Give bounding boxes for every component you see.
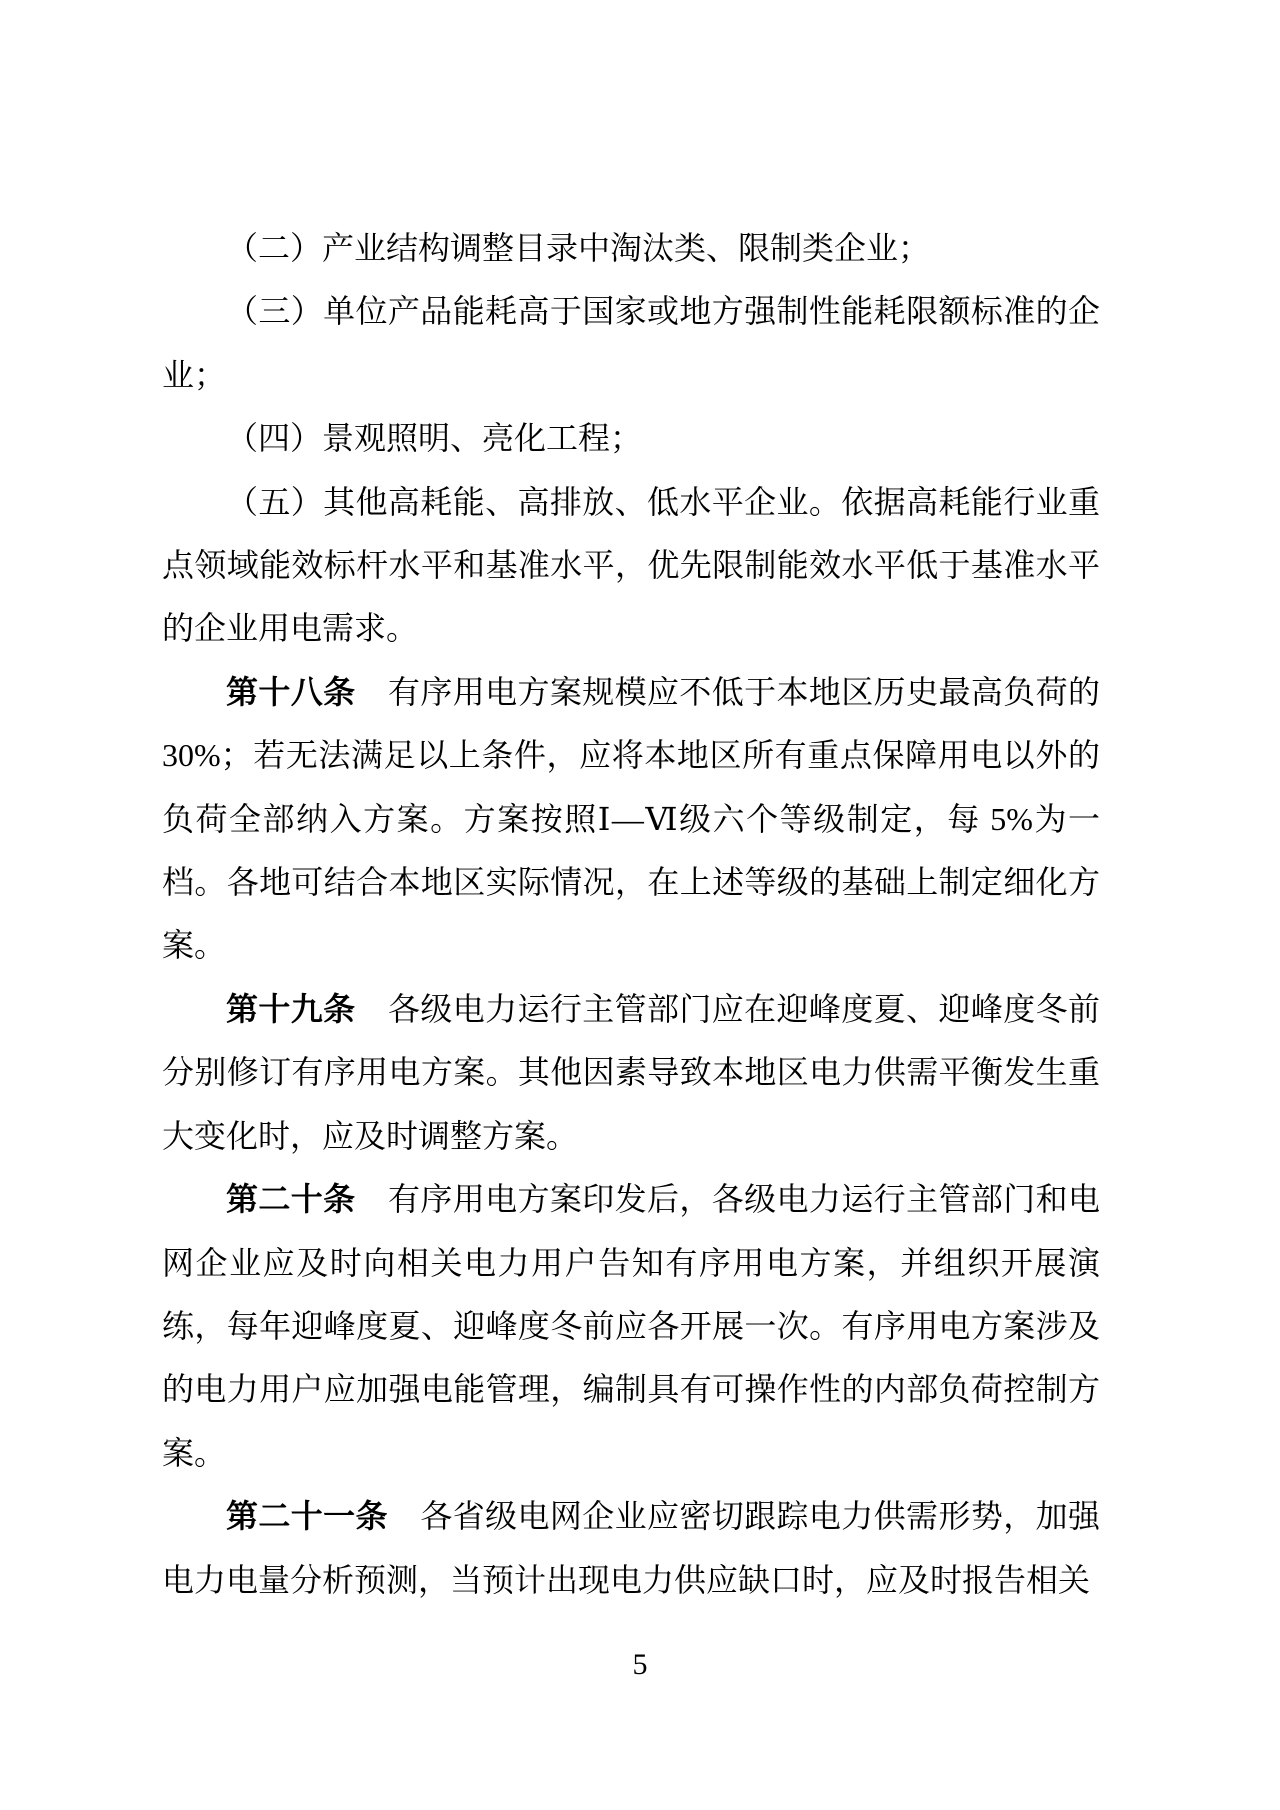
paragraph (162, 471, 1100, 661)
article-heading: 第二十一条 (226, 1498, 388, 1535)
paragraph-text: （三）单位产品能耗高于国家或地方强制性能耗限额标准的企业； (162, 293, 1100, 393)
paragraph (162, 978, 1100, 1168)
paragraph-text: （四）景观照明、亮化工程； (226, 420, 643, 457)
paragraph (162, 661, 1100, 978)
article-heading: 第十八条 (226, 673, 356, 710)
paragraph-text: 有序用电方案印发后，各级电力运行主管部门和电网企业应及时向相关电力用户告知有序用电方案，并组织开展演练，每年迎峰度夏、迎峰度冬前应各开展一次。有序用电方案涉及的电力用户应加强电能管理，编制具有可操作性的内部负荷控制方案。 (162, 1181, 1100, 1471)
paragraph-text: （五）其他高耗能、高排放、低水平企业。依据高耗能行业重点领域能效标杆水平和基准水平，优先限制能效水平低于基准水平的企业用电需求。 (162, 483, 1100, 647)
paragraph-text: 有序用电方案规模应不低于本地区历史最高负荷的30%；若无法满足以上条件，应将本地区所有重点保障用电以外的负荷全部纳入方案。方案按照Ⅰ—Ⅵ级六个等级制定，每 5%为一档。各地可结合本地区实际情况，在上述等级的基础上制定细化方案。 (162, 673, 1100, 964)
paragraph (162, 280, 1100, 407)
paragraph (162, 217, 1100, 280)
paragraph (162, 1485, 1100, 1612)
article-heading: 第二十条 (226, 1181, 356, 1218)
paragraph (162, 1168, 1100, 1485)
paragraph-text: （二）产业结构调整目录中淘汰类、限制类企业； (226, 230, 931, 266)
page-number: 5 (632, 1648, 648, 1681)
paragraph-text: 各省级电网企业应密切跟踪电力供需形势，加强电力电量分析预测，当预计出现电力供应缺口时，应及时报告相关 (162, 1498, 1100, 1598)
paragraph-text: 各级电力运行主管部门应在迎峰度夏、迎峰度冬前分别修订有序用电方案。其他因素导致本地区电力供需平衡发生重大变化时，应及时调整方案。 (162, 990, 1100, 1154)
article-heading: 第十九条 (226, 990, 356, 1027)
document-body (162, 217, 1100, 1612)
paragraph (162, 407, 1100, 470)
